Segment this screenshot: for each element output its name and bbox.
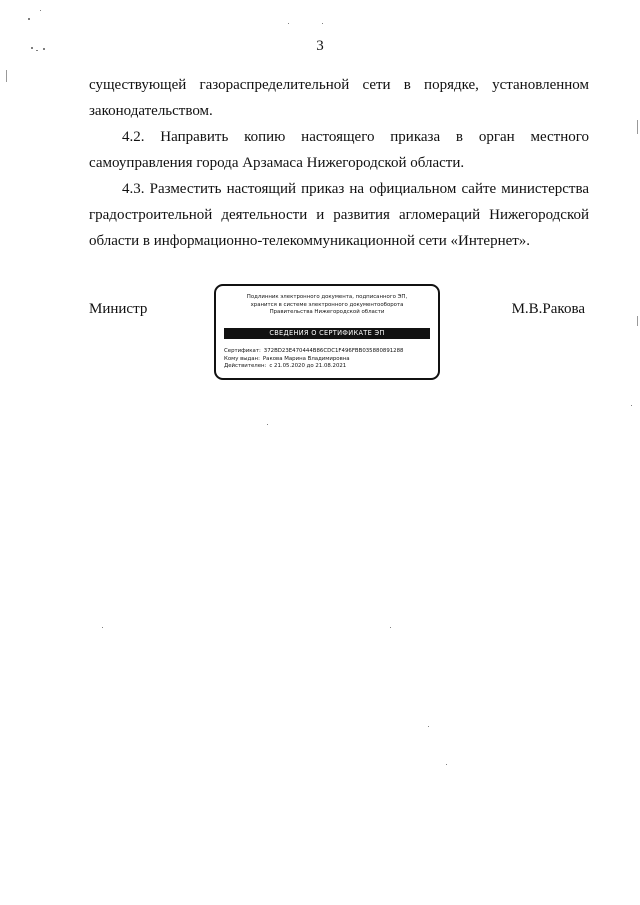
scan-speck	[40, 10, 41, 11]
certificate-label: Сертификат:	[224, 348, 261, 354]
electronic-signature-stamp	[214, 284, 440, 380]
stamp-header-line: Подлинник электронного документа, подписанного ЭП,	[246, 294, 408, 300]
issued-to-value: Ракова Марина Владимировна	[262, 355, 350, 362]
scan-edge-mark	[637, 120, 638, 134]
signatory-name: М.В.Ракова	[511, 301, 585, 317]
certificate-value: 372BD23E470444B86CDC1F496FBB035880891288	[263, 348, 404, 354]
signatory-role: Министр	[89, 301, 148, 317]
validity-row	[224, 363, 432, 371]
paragraph-continuation: существующей газораспределительной сети в порядке, установленном законодательством.	[89, 77, 589, 119]
certificate-row	[224, 348, 432, 356]
validity-label: Действителен:	[224, 363, 267, 370]
scan-speck	[31, 47, 33, 49]
validity-value: с 21.05.2020 до 21.08.2021	[269, 363, 347, 370]
scan-speck	[446, 764, 447, 765]
scan-speck	[631, 405, 632, 406]
stamp-title-bar: СВЕДЕНИЯ О СЕРТИФИКАТЕ ЭП	[224, 328, 430, 339]
scan-speck	[428, 726, 429, 727]
page-number: 3	[316, 38, 324, 54]
issued-to-label: Кому выдан:	[224, 355, 260, 362]
scan-speck	[267, 424, 268, 425]
scan-edge-mark	[6, 70, 7, 82]
stamp-details	[224, 348, 432, 371]
scan-speck	[322, 23, 323, 24]
scan-speck	[288, 23, 289, 24]
stamp-header-line: Правительства Нижегородской области	[269, 309, 385, 316]
paragraph-4-3: 4.3. Разместить настоящий приказ на официальном сайте министерства градостроительной деятельности и развития агломераций Нижегородской области в информационно-телекоммуникационной сети «Интернет».	[89, 181, 589, 249]
scan-edge-mark	[637, 316, 638, 326]
scan-speck	[43, 48, 45, 50]
scan-speck	[36, 50, 38, 51]
scan-speck	[390, 627, 391, 628]
document-body	[89, 72, 589, 254]
scan-speck	[102, 627, 103, 628]
scan-speck	[28, 18, 30, 20]
paragraph-4-2: 4.2. Направить копию настоящего приказа в орган местного самоуправления города Арзамаса Нижегородской области.	[89, 129, 589, 171]
stamp-header	[224, 294, 430, 317]
stamp-header-line: хранится в системе электронного документооборота	[250, 301, 404, 308]
